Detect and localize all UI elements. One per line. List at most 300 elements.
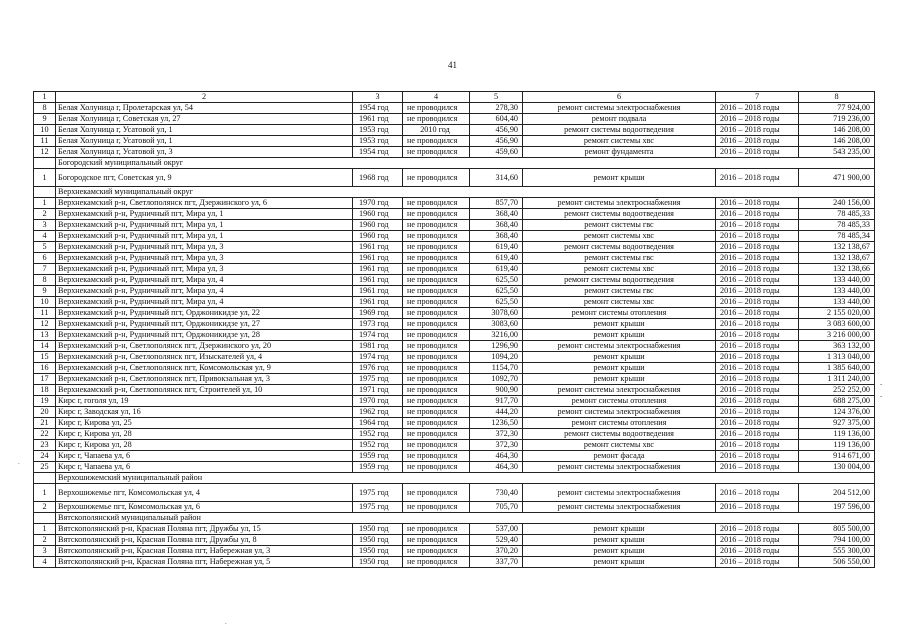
work-type-cell: ремонт системы водоотведения (523, 125, 716, 136)
build-year-cell: 1973 год (353, 319, 403, 330)
cost-cell: 1 313 040,00 (799, 352, 875, 363)
column-number: 5 (470, 92, 523, 103)
row-number-cell: 9 (34, 286, 56, 297)
work-type-cell: ремонт системы отопления (523, 308, 716, 319)
work-type-cell: ремонт крыши (523, 319, 716, 330)
area-cell: 1236,50 (470, 418, 523, 429)
period-cell: 2016 – 2018 годы (716, 524, 799, 535)
last-repair-cell: 2010 год (403, 125, 470, 136)
district-name: Богородский муниципальный округ (56, 158, 875, 169)
row-number-cell: 2 (34, 502, 56, 513)
table-row (34, 242, 875, 253)
last-repair-cell: не проводился (403, 363, 470, 374)
row-number-cell: 9 (34, 114, 56, 125)
last-repair-cell: не проводился (403, 297, 470, 308)
table-row (34, 297, 875, 308)
work-type-cell: ремонт крыши (523, 524, 716, 535)
work-type-cell: ремонт крыши (523, 330, 716, 341)
column-number: 4 (403, 92, 470, 103)
period-cell: 2016 – 2018 годы (716, 502, 799, 513)
period-cell: 2016 – 2018 годы (716, 363, 799, 374)
cost-cell: 240 156,00 (799, 198, 875, 209)
period-cell: 2016 – 2018 годы (716, 297, 799, 308)
table-row (34, 125, 875, 136)
work-type-cell: ремонт системы водоотведения (523, 242, 716, 253)
cost-cell: 133 440,00 (799, 286, 875, 297)
row-number-cell: 1 (34, 524, 56, 535)
address-cell: Белая Холуница г, Усатовой ул, 3 (56, 147, 353, 158)
last-repair-cell: не проводился (403, 524, 470, 535)
cost-cell: 78 485,33 (799, 220, 875, 231)
period-cell: 2016 – 2018 годы (716, 396, 799, 407)
area-cell: 537,00 (470, 524, 523, 535)
table-row (34, 114, 875, 125)
last-repair-cell: не проводился (403, 546, 470, 557)
last-repair-cell: не проводился (403, 385, 470, 396)
cost-cell: 471 900,00 (799, 169, 875, 187)
address-cell: Верхошижемье пгт, Комсомольская ул, 6 (56, 502, 353, 513)
period-cell: 2016 – 2018 годы (716, 535, 799, 546)
address-cell: Верхнекамский р-н, Светлополянск пгт, Привокзальная ул, 3 (56, 374, 353, 385)
build-year-cell: 1969 год (353, 308, 403, 319)
work-type-cell: ремонт системы хвс (523, 136, 716, 147)
cost-cell: 3 216 000,00 (799, 330, 875, 341)
cost-cell: 133 440,00 (799, 297, 875, 308)
last-repair-cell: не проводился (403, 341, 470, 352)
address-cell: Верхнекамский р-н, Рудничный пгт, Орджоникидзе ул, 27 (56, 319, 353, 330)
build-year-cell: 1953 год (353, 125, 403, 136)
area-cell: 604,40 (470, 114, 523, 125)
last-repair-cell: не проводился (403, 169, 470, 187)
area-cell: 3083,60 (470, 319, 523, 330)
build-year-cell: 1961 год (353, 297, 403, 308)
cost-cell: 1 311 240,00 (799, 374, 875, 385)
row-number-cell: 8 (34, 103, 56, 114)
table-row (34, 341, 875, 352)
cost-cell: 688 275,00 (799, 396, 875, 407)
area-cell: 1094,20 (470, 352, 523, 363)
work-type-cell: ремонт системы хвс (523, 440, 716, 451)
cost-cell: 252 252,00 (799, 385, 875, 396)
area-cell: 619,40 (470, 242, 523, 253)
work-type-cell: ремонт крыши (523, 363, 716, 374)
work-type-cell: ремонт системы электроснабжения (523, 462, 716, 473)
build-year-cell: 1962 год (353, 407, 403, 418)
build-year-cell: 1976 год (353, 363, 403, 374)
last-repair-cell: не проводился (403, 253, 470, 264)
work-type-cell: ремонт крыши (523, 557, 716, 568)
area-cell: 625,50 (470, 286, 523, 297)
section-header-row (34, 187, 875, 198)
area-cell: 372,30 (470, 429, 523, 440)
row-number-cell: 10 (34, 297, 56, 308)
table-row (34, 275, 875, 286)
area-cell: 368,40 (470, 231, 523, 242)
last-repair-cell: не проводился (403, 136, 470, 147)
period-cell: 2016 – 2018 годы (716, 253, 799, 264)
address-cell: Белая Холуница г, Усатовой ул, 1 (56, 125, 353, 136)
period-cell: 2016 – 2018 годы (716, 462, 799, 473)
row-number-cell: 18 (34, 385, 56, 396)
work-type-cell: ремонт системы электроснабжения (523, 198, 716, 209)
address-cell: Верхнекамский р-н, Рудничный пгт, Мира ул, 3 (56, 264, 353, 275)
last-repair-cell: не проводился (403, 557, 470, 568)
work-type-cell: ремонт фасада (523, 451, 716, 462)
address-cell: Верхнекамский р-н, Рудничный пгт, Мира ул, 4 (56, 275, 353, 286)
column-number: 2 (56, 92, 353, 103)
period-cell: 2016 – 2018 годы (716, 341, 799, 352)
row-number-cell: 13 (34, 330, 56, 341)
period-cell: 2016 – 2018 годы (716, 220, 799, 231)
period-cell: 2016 – 2018 годы (716, 136, 799, 147)
address-cell: Верхнекамский р-н, Рудничный пгт, Мира ул, 1 (56, 231, 353, 242)
build-year-cell: 1950 год (353, 535, 403, 546)
period-cell: 2016 – 2018 годы (716, 440, 799, 451)
cost-cell: 555 300,00 (799, 546, 875, 557)
last-repair-cell: не проводился (403, 308, 470, 319)
table-row (34, 264, 875, 275)
cost-cell: 506 550,00 (799, 557, 875, 568)
build-year-cell: 1970 год (353, 198, 403, 209)
row-number-cell: 11 (34, 308, 56, 319)
table-row (34, 440, 875, 451)
area-cell: 337,70 (470, 557, 523, 568)
address-cell: Кирс г, Чапаева ул, 6 (56, 451, 353, 462)
area-cell: 368,40 (470, 220, 523, 231)
cost-cell: 146 208,00 (799, 125, 875, 136)
period-cell: 2016 – 2018 годы (716, 418, 799, 429)
address-cell: Верхошижемье пгт, Комсомольская ул, 4 (56, 484, 353, 502)
period-cell: 2016 – 2018 годы (716, 374, 799, 385)
period-cell: 2016 – 2018 годы (716, 169, 799, 187)
work-type-cell: ремонт системы хвс (523, 231, 716, 242)
period-cell: 2016 – 2018 годы (716, 209, 799, 220)
build-year-cell: 1959 год (353, 451, 403, 462)
area-cell: 1296,90 (470, 341, 523, 352)
row-number-cell: 20 (34, 407, 56, 418)
build-year-cell: 1959 год (353, 462, 403, 473)
last-repair-cell: не проводился (403, 462, 470, 473)
build-year-cell: 1974 год (353, 330, 403, 341)
row-number-cell: 17 (34, 374, 56, 385)
area-cell: 368,40 (470, 209, 523, 220)
row-number-cell (34, 473, 56, 484)
last-repair-cell: не проводился (403, 396, 470, 407)
last-repair-cell: не проводился (403, 451, 470, 462)
address-cell: Верхнекамский р-н, Рудничный пгт, Мира ул, 3 (56, 242, 353, 253)
work-type-cell: ремонт системы электроснабжения (523, 407, 716, 418)
address-cell: Кирс г, Кирова ул, 28 (56, 429, 353, 440)
last-repair-cell: не проводился (403, 484, 470, 502)
last-repair-cell: не проводился (403, 502, 470, 513)
build-year-cell: 1954 год (353, 147, 403, 158)
cost-cell: 794 100,00 (799, 535, 875, 546)
section-header-row (34, 473, 875, 484)
table-row (34, 286, 875, 297)
work-type-cell: ремонт системы водоотведения (523, 429, 716, 440)
period-cell: 2016 – 2018 годы (716, 286, 799, 297)
cost-cell: 78 485,34 (799, 231, 875, 242)
row-number-cell: 24 (34, 451, 56, 462)
build-year-cell: 1961 год (353, 114, 403, 125)
work-type-cell: ремонт системы электроснабжения (523, 341, 716, 352)
period-cell: 2016 – 2018 годы (716, 451, 799, 462)
address-cell: Верхнекамский р-н, Рудничный пгт, Мира ул, 4 (56, 297, 353, 308)
work-type-cell: ремонт системы гвс (523, 220, 716, 231)
build-year-cell: 1952 год (353, 429, 403, 440)
row-number-cell: 1 (34, 198, 56, 209)
address-cell: Кирс г, Кирова ул, 25 (56, 418, 353, 429)
address-cell: Кирс г, Заводская ул, 16 (56, 407, 353, 418)
cost-cell: 132 138,66 (799, 264, 875, 275)
table-row (34, 147, 875, 158)
work-type-cell: ремонт системы гвс (523, 253, 716, 264)
build-year-cell: 1952 год (353, 440, 403, 451)
address-cell: Верхнекамский р-н, Рудничный пгт, Мира ул, 1 (56, 220, 353, 231)
build-year-cell: 1975 год (353, 374, 403, 385)
table-row (34, 231, 875, 242)
cost-cell: 1 385 640,00 (799, 363, 875, 374)
margin-mark: - (880, 392, 883, 400)
address-cell: Белая Холуница г, Советская ул, 27 (56, 114, 353, 125)
cost-cell: 543 235,00 (799, 147, 875, 158)
area-cell: 1154,70 (470, 363, 523, 374)
table-row (34, 451, 875, 462)
last-repair-cell: не проводился (403, 429, 470, 440)
row-number-cell (34, 187, 56, 198)
table-row (34, 418, 875, 429)
area-cell: 900,90 (470, 385, 523, 396)
cost-cell: 78 485,33 (799, 209, 875, 220)
build-year-cell: 1960 год (353, 209, 403, 220)
address-cell: Кирс г, гоголя ул, 19 (56, 396, 353, 407)
cost-cell: 146 208,00 (799, 136, 875, 147)
build-year-cell: 1961 год (353, 286, 403, 297)
table-row (34, 220, 875, 231)
row-number-cell: 14 (34, 341, 56, 352)
area-cell: 1092,70 (470, 374, 523, 385)
row-number-cell: 8 (34, 275, 56, 286)
row-number-cell: 4 (34, 231, 56, 242)
work-type-cell: ремонт крыши (523, 535, 716, 546)
address-cell: Кирс г, Чапаева ул, 6 (56, 462, 353, 473)
table-row (34, 396, 875, 407)
table-row (34, 136, 875, 147)
last-repair-cell: не проводился (403, 275, 470, 286)
table-row (34, 198, 875, 209)
period-cell: 2016 – 2018 годы (716, 330, 799, 341)
district-name: Верхнекамский муниципальный округ (56, 187, 875, 198)
period-cell: 2016 – 2018 годы (716, 198, 799, 209)
last-repair-cell: не проводился (403, 264, 470, 275)
work-type-cell: ремонт крыши (523, 169, 716, 187)
table-row (34, 363, 875, 374)
area-cell: 464,30 (470, 462, 523, 473)
area-cell: 705,70 (470, 502, 523, 513)
row-number-cell (34, 513, 56, 524)
build-year-cell: 1961 год (353, 253, 403, 264)
address-cell: Верхнекамский р-н, Рудничный пгт, Мира ул, 4 (56, 286, 353, 297)
area-cell: 619,40 (470, 253, 523, 264)
area-cell: 370,20 (470, 546, 523, 557)
last-repair-cell: не проводился (403, 242, 470, 253)
build-year-cell: 1974 год (353, 352, 403, 363)
table-row (34, 546, 875, 557)
cost-cell: 119 136,00 (799, 429, 875, 440)
margin-mark: - (880, 380, 883, 388)
row-number-cell: 5 (34, 242, 56, 253)
column-number-row (34, 92, 875, 103)
last-repair-cell: не проводился (403, 352, 470, 363)
capital-repair-table (33, 91, 875, 568)
period-cell: 2016 – 2018 годы (716, 308, 799, 319)
row-number-cell: 1 (34, 484, 56, 502)
column-number: 3 (353, 92, 403, 103)
cost-cell: 133 440,00 (799, 275, 875, 286)
work-type-cell: ремонт системы отопления (523, 396, 716, 407)
build-year-cell: 1964 год (353, 418, 403, 429)
build-year-cell: 1954 год (353, 103, 403, 114)
table-row (34, 524, 875, 535)
column-number: 7 (716, 92, 799, 103)
period-cell: 2016 – 2018 годы (716, 147, 799, 158)
area-cell: 456,90 (470, 125, 523, 136)
last-repair-cell: не проводился (403, 231, 470, 242)
cost-cell: 77 924,00 (799, 103, 875, 114)
area-cell: 625,50 (470, 275, 523, 286)
table-row (34, 209, 875, 220)
build-year-cell: 1968 год (353, 169, 403, 187)
build-year-cell: 1960 год (353, 220, 403, 231)
last-repair-cell: не проводился (403, 407, 470, 418)
row-number-cell: 6 (34, 253, 56, 264)
table-row (34, 502, 875, 513)
last-repair-cell: не проводился (403, 286, 470, 297)
table-row (34, 557, 875, 568)
period-cell: 2016 – 2018 годы (716, 385, 799, 396)
table-row (34, 429, 875, 440)
table-row (34, 103, 875, 114)
margin-mark: . (18, 458, 20, 466)
margin-mark: . (225, 618, 227, 626)
build-year-cell: 1950 год (353, 524, 403, 535)
area-cell: 917,70 (470, 396, 523, 407)
period-cell: 2016 – 2018 годы (716, 231, 799, 242)
area-cell: 3078,60 (470, 308, 523, 319)
period-cell: 2016 – 2018 годы (716, 264, 799, 275)
address-cell: Кирс г, Кирова ул, 28 (56, 440, 353, 451)
row-number-cell: 12 (34, 319, 56, 330)
work-type-cell: ремонт подвала (523, 114, 716, 125)
build-year-cell: 1953 год (353, 136, 403, 147)
address-cell: Вятскополянский р-н, Красная Поляна пгт, Набережная ул, 5 (56, 557, 353, 568)
period-cell: 2016 – 2018 годы (716, 352, 799, 363)
period-cell: 2016 – 2018 годы (716, 429, 799, 440)
cost-cell: 3 083 600,00 (799, 319, 875, 330)
build-year-cell: 1960 год (353, 231, 403, 242)
table-row (34, 374, 875, 385)
area-cell: 730,40 (470, 484, 523, 502)
address-cell: Верхнекамский р-н, Рудничный пгт, Орджоникидзе ул, 22 (56, 308, 353, 319)
work-type-cell: ремонт системы хвс (523, 297, 716, 308)
row-number-cell: 1 (34, 169, 56, 187)
row-number-cell: 10 (34, 125, 56, 136)
address-cell: Белая Холуница г, Пролетарская ул, 54 (56, 103, 353, 114)
address-cell: Богородское пгт, Советская ул, 9 (56, 169, 353, 187)
row-number-cell: 19 (34, 396, 56, 407)
last-repair-cell: не проводился (403, 198, 470, 209)
period-cell: 2016 – 2018 годы (716, 484, 799, 502)
address-cell: Верхнекамский р-н, Рудничный пгт, Мира ул, 3 (56, 253, 353, 264)
row-number-cell: 11 (34, 136, 56, 147)
address-cell: Верхнекамский р-н, Рудничный пгт, Мира ул, 1 (56, 209, 353, 220)
period-cell: 2016 – 2018 годы (716, 407, 799, 418)
cost-cell: 204 512,00 (799, 484, 875, 502)
period-cell: 2016 – 2018 годы (716, 557, 799, 568)
cost-cell: 2 155 020,00 (799, 308, 875, 319)
address-cell: Вятскополянский р-н, Красная Поляна пгт, Набережная ул, 3 (56, 546, 353, 557)
work-type-cell: ремонт системы отопления (523, 418, 716, 429)
build-year-cell: 1970 год (353, 396, 403, 407)
period-cell: 2016 – 2018 годы (716, 114, 799, 125)
table-row (34, 462, 875, 473)
last-repair-cell: не проводился (403, 220, 470, 231)
cost-cell: 130 004,00 (799, 462, 875, 473)
address-cell: Верхнекамский р-н, Светлополянск пгт, Строителей ул, 10 (56, 385, 353, 396)
address-cell: Верхнекамский р-н, Светлополянск пгт, Комсомольская ул, 9 (56, 363, 353, 374)
cost-cell: 927 375,00 (799, 418, 875, 429)
row-number-cell (34, 158, 56, 169)
row-number-cell: 4 (34, 557, 56, 568)
cost-cell: 363 132,00 (799, 341, 875, 352)
work-type-cell: ремонт системы электроснабжения (523, 385, 716, 396)
row-number-cell: 3 (34, 220, 56, 231)
last-repair-cell: не проводился (403, 374, 470, 385)
address-cell: Верхнекамский р-н, Светлополянск пгт, Дзержинского ул, 6 (56, 198, 353, 209)
cost-cell: 719 236,00 (799, 114, 875, 125)
period-cell: 2016 – 2018 годы (716, 103, 799, 114)
table-row (34, 253, 875, 264)
row-number-cell: 2 (34, 209, 56, 220)
last-repair-cell: не проводился (403, 114, 470, 125)
last-repair-cell: не проводился (403, 418, 470, 429)
build-year-cell: 1981 год (353, 341, 403, 352)
row-number-cell: 21 (34, 418, 56, 429)
work-type-cell: ремонт системы хвс (523, 264, 716, 275)
table-row (34, 352, 875, 363)
area-cell: 857,70 (470, 198, 523, 209)
table-row (34, 169, 875, 187)
build-year-cell: 1961 год (353, 275, 403, 286)
address-cell: Вятскополянский р-н, Красная Поляна пгт, Дружбы ул, 8 (56, 535, 353, 546)
last-repair-cell: не проводился (403, 440, 470, 451)
table-row (34, 535, 875, 546)
page-number: 41 (448, 60, 457, 70)
work-type-cell: ремонт системы электроснабжения (523, 103, 716, 114)
last-repair-cell: не проводился (403, 319, 470, 330)
row-number-cell: 22 (34, 429, 56, 440)
last-repair-cell: не проводился (403, 147, 470, 158)
cost-cell: 197 596,00 (799, 502, 875, 513)
row-number-cell: 16 (34, 363, 56, 374)
section-header-row (34, 158, 875, 169)
work-type-cell: ремонт системы водоотведения (523, 275, 716, 286)
address-cell: Вятскополянский р-н, Красная Поляна пгт, Дружбы ул, 15 (56, 524, 353, 535)
area-cell: 372,30 (470, 440, 523, 451)
area-cell: 444,20 (470, 407, 523, 418)
area-cell: 3216,00 (470, 330, 523, 341)
area-cell: 619,40 (470, 264, 523, 275)
